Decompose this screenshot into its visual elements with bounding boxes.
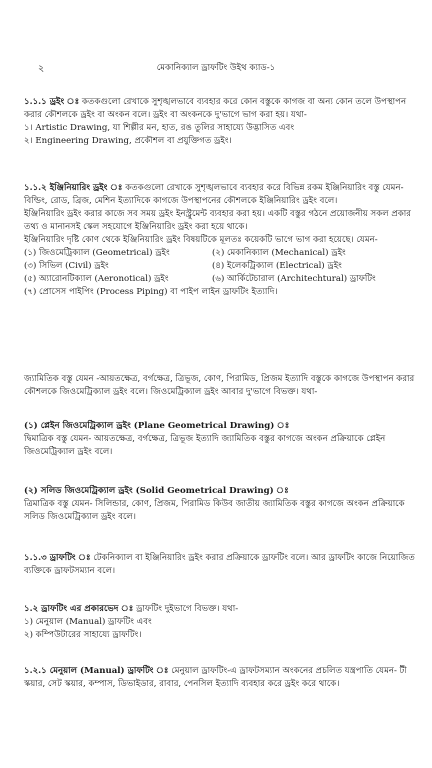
paragraph-text: মেনুয়াল ড্রাফটিং-এ ড্রাফটসম্যান অংকনের প্রচলিত যন্ত্রপাতি যেমন- টী স্কয়ার, সেট স্কয়ার, কম্পাস, ডিভাইডার, রাবার, পেনসিল ইত্যাদি ব্যবহার করে ড্রইং করে থাকে। <box>24 666 407 689</box>
list-item: ১। Artistic Drawing, যা শিল্পীর মন, হাত, রঙ তুলির সাহায্যে উদ্ভাসিত এবং <box>24 123 295 133</box>
plane-geometrical-section <box>24 420 416 459</box>
paragraph: ইঞ্জিনিয়ারিং দৃষ্টি কোণ থেকে ইঞ্জিনিয়ারিং ড্রইং বিষয়টিকে মূলতঃ কয়েকটি ভাগে ভাগ করা হয়েছে। যেমন- <box>24 235 378 245</box>
list-item: ২) কম্পিউটারের সাহায্যে ড্রাফটিং। <box>24 630 142 640</box>
paragraph-text: কতকগুলো রেখাকে সুশৃঙ্খলভাবে ব্যবহার করে বিভিন্ন রকম ইঞ্জিনিয়ারিং বস্তু যেমন- বিল্ডিং, রোড, ব্রিজ, মেশিন ইত্যাদিকে কাগজে উপস্থাপনের কৌশলকে ইঞ্জিনিয়ারিং ড্রইং বলে। <box>24 183 404 206</box>
paragraph-text: কতকগুলো রেখাকে সুশৃঙ্খলভাবে ব্যবহার করে কোন বস্তুকে কাগজ বা অন্য কোন তলে উপস্থাপন করার কৌশলকে ড্রইং বা অংকন বলে। ড্রইং বা অংকনকে দু'ভাগে ভাগ করা হয়। যথা- <box>24 97 407 120</box>
section-1-1-3 <box>24 552 416 578</box>
paragraph: দ্বিমাত্রিক বস্তু যেমন- আয়তক্ষেত্র, বর্গক্ষেত্র, ত্রিভূজ ইত্যাদি জ্যামিতিক বস্তুর কাগজে অংকন প্রক্রিয়াকে প্লেইন জিওমেট্রিক্যাল ড্রইং বলে। <box>24 434 386 457</box>
running-title: মেকানিক্যাল ড্রাফটিং উইথ ক্যাড-১ <box>156 63 276 73</box>
list-item: (৩) সিভিল (Civil) ড্রইং <box>24 261 109 271</box>
paragraph <box>24 96 416 122</box>
list-item: (৬) আর্কিটেচারাল (Architechtural) ড্রাফটিং <box>212 274 376 284</box>
section-heading: ১.১.২ ইঞ্জিনিয়ারিং ড্রইং ঃ <box>24 183 123 193</box>
section-heading: ১.২.১ মেনুয়াল (Manual) ড্রাফটিং ঃ <box>24 666 169 676</box>
section-1-2 <box>24 603 416 642</box>
list-item: (৪) ইলেকট্রিক্যাল (Electrical) ড্রইং <box>212 261 342 271</box>
section-heading: ১.২ ড্রাফটিং এর প্রকারভেদ ঃ <box>24 604 134 614</box>
paragraph <box>24 665 416 691</box>
list-item: ২। Engineering Drawing, প্রকৌশল বা প্রযুক্তিগত ড্রইং। <box>24 136 232 146</box>
paragraph <box>24 182 416 208</box>
section-1-1-1 <box>24 96 416 148</box>
solid-geometrical-section <box>24 485 416 524</box>
paragraph <box>24 603 416 616</box>
list-item: (৫) অ্যারোনটিক্যাল (Aeronotical) ড্রইং <box>24 274 169 284</box>
section-1-1-2 <box>24 182 416 299</box>
geometrical-drawing-paragraph <box>24 373 416 399</box>
section-heading: (২) সলিড জিওমেট্রিক্যাল ড্রইং (Solid Geometrical Drawing) ঃ <box>24 486 289 496</box>
list-item: (২) মেকানিক্যাল (Mechanical) ড্রইং <box>212 248 346 258</box>
page-number: ২ <box>38 63 45 74</box>
paragraph-text: টেকনিক্যাল বা ইঞ্জিনিয়ারিং ড্রইং করার প্রক্রিয়াকে ড্রাফটিং বলে। আর ড্রাফটিং কাজে নিয়োজিত ব্যক্তিকে ড্রাফটসম্যান বলে। <box>24 553 415 576</box>
list-item: ১) মেনুয়াল (Manual) ড্রাফটিং এবং <box>24 617 152 627</box>
section-heading: ১.১.১ ড্রইং ঃ <box>24 97 80 107</box>
list-item: (৭) প্রোসেস পাইপিং (Process Piping) বা পাইপ লাইন ড্রাফটিং ইত্যাদি। <box>24 287 278 297</box>
paragraph-text: ড্রাফটিং দুইভাগে বিভক্ত। যথা- <box>136 604 239 614</box>
drawing-types-list <box>24 247 416 286</box>
section-1-2-1 <box>24 665 416 691</box>
paragraph: ত্রিমাত্রিক বস্তু যেমন- সিলিন্ডার, কোণ, প্রিজম, পিরামিড কিউব জাতীয় জ্যামিতিক বস্তুর কাগজে অংকন প্রক্রিয়াকে সলিড জিওমেট্রিক্যাল ড্রইং বলে। <box>24 499 405 522</box>
list-item: (১) জিওমেট্রিক্যাল (Geometrical) ড্রইং <box>24 248 170 258</box>
section-heading: ১.১.৩ ড্রাফটিং ঃ <box>24 553 91 563</box>
paragraph: জ্যামিতিক বস্তু যেমন -আয়তক্ষেত্র, বর্গক্ষেত্র, ত্রিভূজ, কোণ, পিরামিড, প্রিজম ইত্যাদি বস্তুকে কাগজে উপস্থাপন করার কৌশলকে জিওমেট্রিক্যাল ড্রইং বলে। জিওমেট্রিক্যাল ড্রইং আবার দু'ভাগে বিভক্ত। যথা- <box>24 374 415 397</box>
page-header <box>0 62 432 76</box>
paragraph: ইঞ্জিনিয়ারিং ড্রইং করার কাজে সব সময় ড্রইং ইনস্ট্রুমেন্ট ব্যবহার করা হয়। একটি বস্তুর গঠনে প্রয়োজনীয় সকল প্রকার তথ্য ও মানানসই স্কেল সহযোগে ইঞ্জিনিয়ারিং ড্রইং করা হয়ে থাকে। <box>24 209 411 232</box>
section-heading: (১) প্লেইন জিওমেট্রিক্যাল ড্রইং (Plane Geometrical Drawing) ঃ <box>24 421 290 431</box>
paragraph <box>24 552 416 578</box>
